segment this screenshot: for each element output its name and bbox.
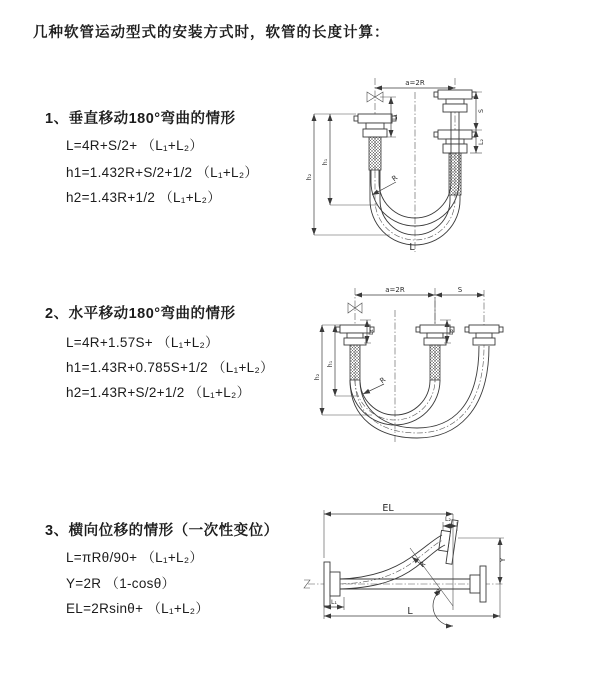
label-r: R [390, 173, 400, 184]
radius-callout [363, 376, 387, 394]
page-title: 几种软管运动型式的安装方式时，软管的长度计算： [33, 25, 390, 41]
label-theta: θ [435, 589, 441, 597]
label-length-l: L [407, 606, 413, 617]
section-2-formula-h1: h1=1.43R+0.785S+1/2 （L₁+L₂） [66, 360, 274, 375]
section-1-formula-h1: h1=1.432R+S/2+1/2 （L₁+L₂） [66, 165, 259, 180]
diagram-vertical-180-bend [300, 70, 595, 265]
label-a2r: a=2R [405, 79, 425, 87]
section-2-formula-L: L=4R+1.57S+ （L₁+L₂） [66, 335, 219, 350]
fixed-end-flange [354, 114, 396, 170]
label-h2: h₂ [314, 373, 321, 381]
upper-flange-displaced [437, 519, 458, 565]
dimension-a2r [355, 286, 435, 324]
dimension-stroke-s [435, 286, 484, 295]
dimension-a2r [375, 79, 455, 88]
section-1-formula-L: L=4R+S/2+ （L₁+L₂） [66, 138, 204, 153]
label-s: S [478, 109, 485, 113]
radius-callout [412, 557, 427, 569]
label-h1: h₁ [327, 360, 334, 368]
section-1-formula-h2: h2=1.43R+1/2 （L₁+L₂） [66, 190, 222, 205]
label-length-l: L [409, 242, 415, 253]
section-1-heading: 1、垂直移动180°弯曲的情形 [45, 111, 236, 127]
label-y: Y [499, 557, 507, 563]
moving-end-flange-pos2 [465, 325, 503, 345]
diagram-lateral-displacement [300, 498, 600, 638]
label-r: R [378, 375, 388, 386]
dimension-el [324, 503, 453, 558]
moving-end-flange-lower [434, 130, 476, 195]
moving-end-flange-upper [434, 90, 476, 112]
label-l2: L₂ [478, 139, 485, 145]
radius-callout [372, 174, 399, 195]
label-a2r: a=2R [385, 286, 405, 294]
label-l2: L₂ [448, 329, 455, 335]
label-l2: L₂ [445, 516, 451, 523]
label-l1: L₁ [331, 599, 337, 606]
section-3-formula-Y: Y=2R （1-cosθ） [66, 576, 176, 591]
label-r: R [418, 559, 428, 570]
label-h1: h₁ [322, 158, 329, 166]
label-h2: h₂ [306, 173, 313, 181]
diagram-horizontal-180-bend [300, 280, 595, 475]
label-l1: L₁ [368, 329, 375, 335]
dimension-l [324, 606, 500, 617]
label-s: S [457, 286, 463, 294]
section-3-formula-L: L=πRθ/90+ （L₁+L₂） [66, 550, 204, 565]
hose-loops [350, 346, 489, 438]
section-3-heading: 3、横向位移的情形（一次性变位） [45, 523, 279, 539]
section-2-formula-h2: h2=1.43R+S/2+1/2 （L₁+L₂） [66, 385, 251, 400]
section-2-heading: 2、水平移动180°弯曲的情形 [45, 306, 236, 322]
section-3-formula-EL: EL=2Rsinθ+ （L₁+L₂） [66, 601, 210, 616]
hose-displaced-position [340, 535, 445, 589]
label-el: EL [382, 503, 394, 514]
label-l1: L₁ [392, 114, 399, 120]
